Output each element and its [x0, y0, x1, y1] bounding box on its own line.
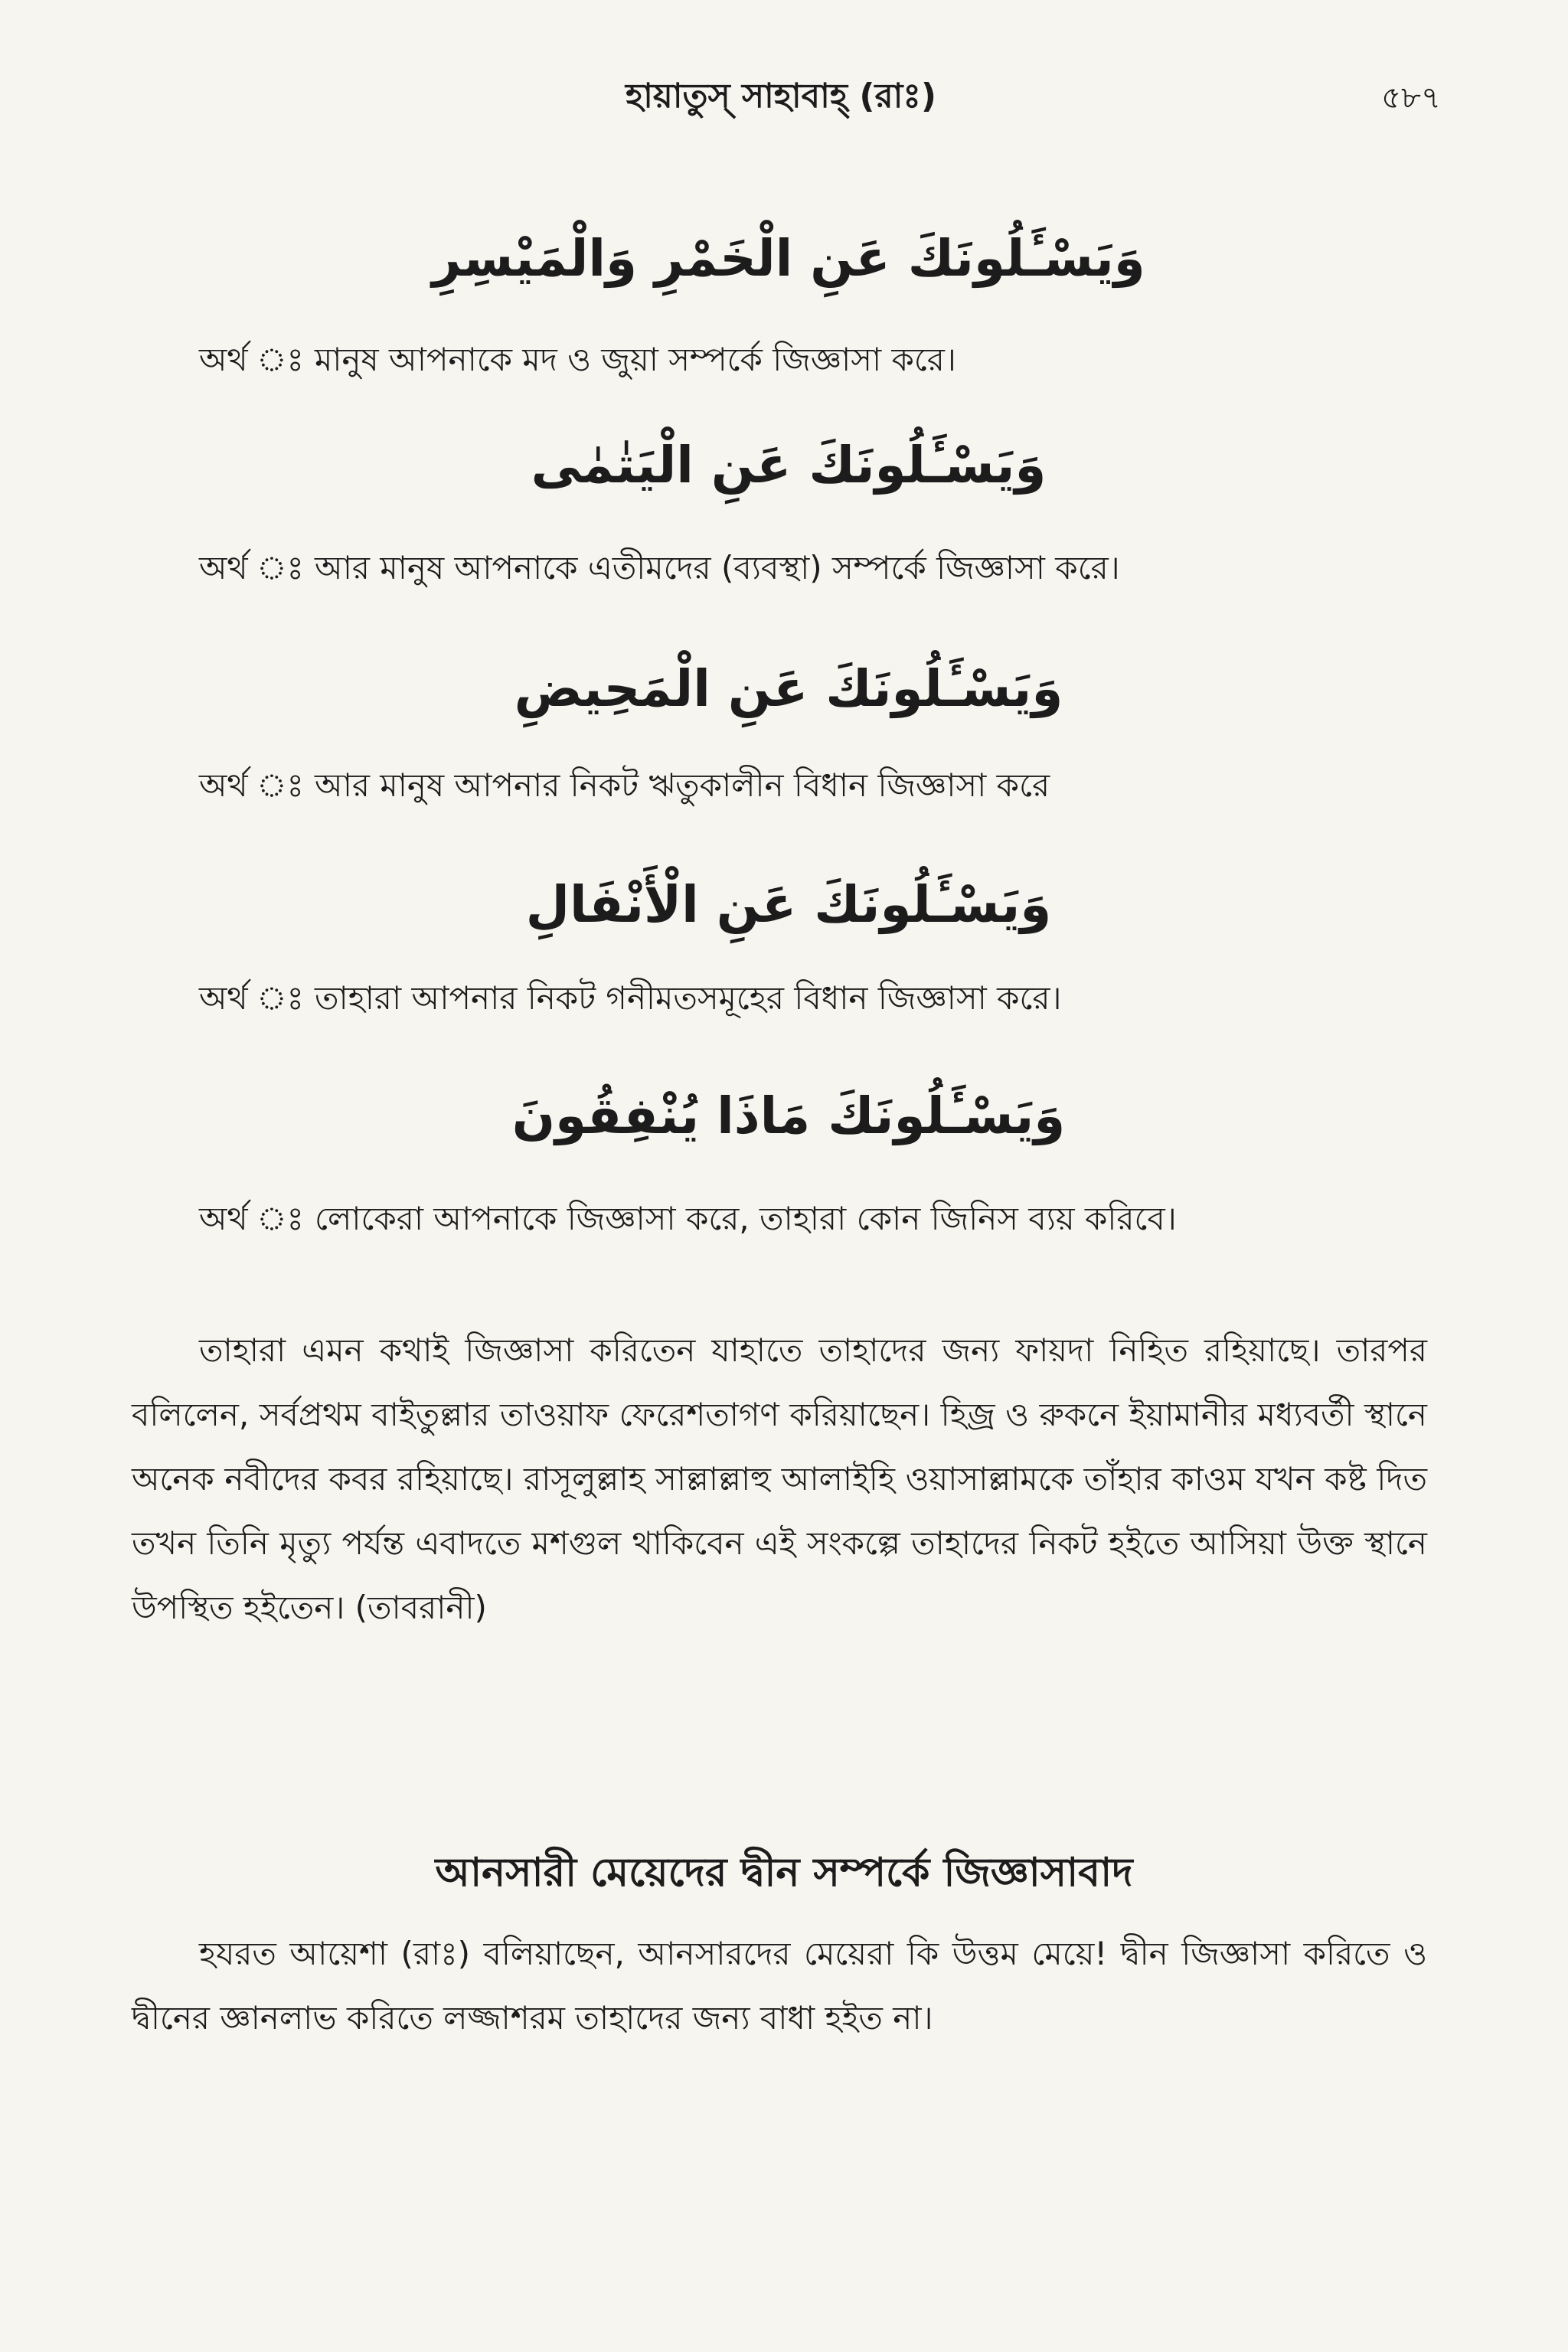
meaning-text: তাহারা আপনার নিকট গনীমতসমূহের বিধান জিজ্ঞাসা করে। — [314, 979, 1062, 1017]
section-heading: আনসারী মেয়েদের দ্বীন সম্পর্কে জিজ্ঞাসাবাদ — [435, 1850, 1133, 1896]
meaning-text: আর মানুষ আপনাকে এতীমদের (ব্যবস্থা) সম্পর্কে জিজ্ঞাসা করে। — [314, 549, 1120, 586]
running-head: হায়াতুস্ সাহাবাহ্ (রাঃ) — [626, 77, 936, 116]
section-paragraph: হযরত আয়েশা (রাঃ) বলিয়াছেন, আনসারদের মেয়েরা কি উত্তম মেয়ে! দ্বীন জিজ্ঞাসা করিতে ও দ্বীনের জ্ঞানলাভ করিতে লজ্জাশরম তাহাদের জন্য বাধা হইত না। — [132, 1935, 1427, 2037]
arabic-verse-5: وَيَسْـَٔلُونَكَ مَاذَا يُنْفِقُونَ — [511, 1086, 1066, 1145]
meaning-label: অর্থ ঃ — [199, 341, 304, 378]
meaning-text: মানুষ আপনাকে মদ ও জুয়া সম্পর্কে জিজ্ঞাসা করে। — [314, 341, 956, 378]
arabic-verse-2: وَيَسْـَٔلُونَكَ عَنِ الْيَتٰمٰى — [531, 436, 1047, 495]
meaning-text: আর মানুষ আপনার নিকট ঋতুকালীন বিধান জিজ্ঞাসা করে — [314, 766, 1050, 804]
page-number: ৫৮৭ — [1381, 80, 1441, 116]
meaning-2 — [199, 545, 1424, 591]
meaning-label: অর্থ ঃ — [199, 766, 304, 804]
meaning-3 — [199, 763, 1424, 808]
meaning-1 — [199, 337, 1424, 383]
meaning-text: লোকেরা আপনাকে জিজ্ঞাসা করে, তাহারা কোন জিনিস ব্যয় করিবে। — [314, 1200, 1177, 1237]
meaning-4 — [199, 975, 1424, 1021]
meaning-label: অর্থ ঃ — [199, 979, 304, 1017]
meaning-5 — [132, 1187, 1427, 1251]
body-paragraph: তাহারা এমন কথাই জিজ্ঞাসা করিতেন যাহাতে তাহাদের জন্য ফায়দা নিহিত রহিয়াছে। তারপর বলিলেন, সর্বপ্রথম বাইতুল্লার তাওয়াফ ফেরেশতাগণ করিয়াছেন। হিজ্র ও রুকনে ইয়ামানীর মধ্যবর্তী স্থানে অনেক নবীদের কবর রহিয়াছে। রাসূলুল্লাহ সাল্লাল্লাহু আলাইহি ওয়াসাল্লামকে তাঁহার কাওম যখন কষ্ট দিত তখন তিনি মৃত্যু পর্যন্ত এবাদতে মশগুল থাকিবেন এই সংকল্পে তাহাদের নিকট হইতে আসিয়া উক্ত স্থানে উপস্থিত হইতেন। (তাবরানী) — [132, 1331, 1427, 1626]
arabic-verse-4: وَيَسْـَٔلُونَكَ عَنِ الْأَنْفَالِ — [525, 875, 1052, 934]
meaning-label: অর্থ ঃ — [199, 549, 304, 586]
arabic-verse-3: وَيَسْـَٔلُونَكَ عَنِ الْمَحِيضِ — [514, 659, 1063, 718]
arabic-verse-1: وَيَسْـَٔلُونَكَ عَنِ الْخَمْرِ وَالْمَيْسِرِ — [432, 229, 1145, 288]
meaning-label: অর্থ ঃ — [199, 1200, 304, 1237]
